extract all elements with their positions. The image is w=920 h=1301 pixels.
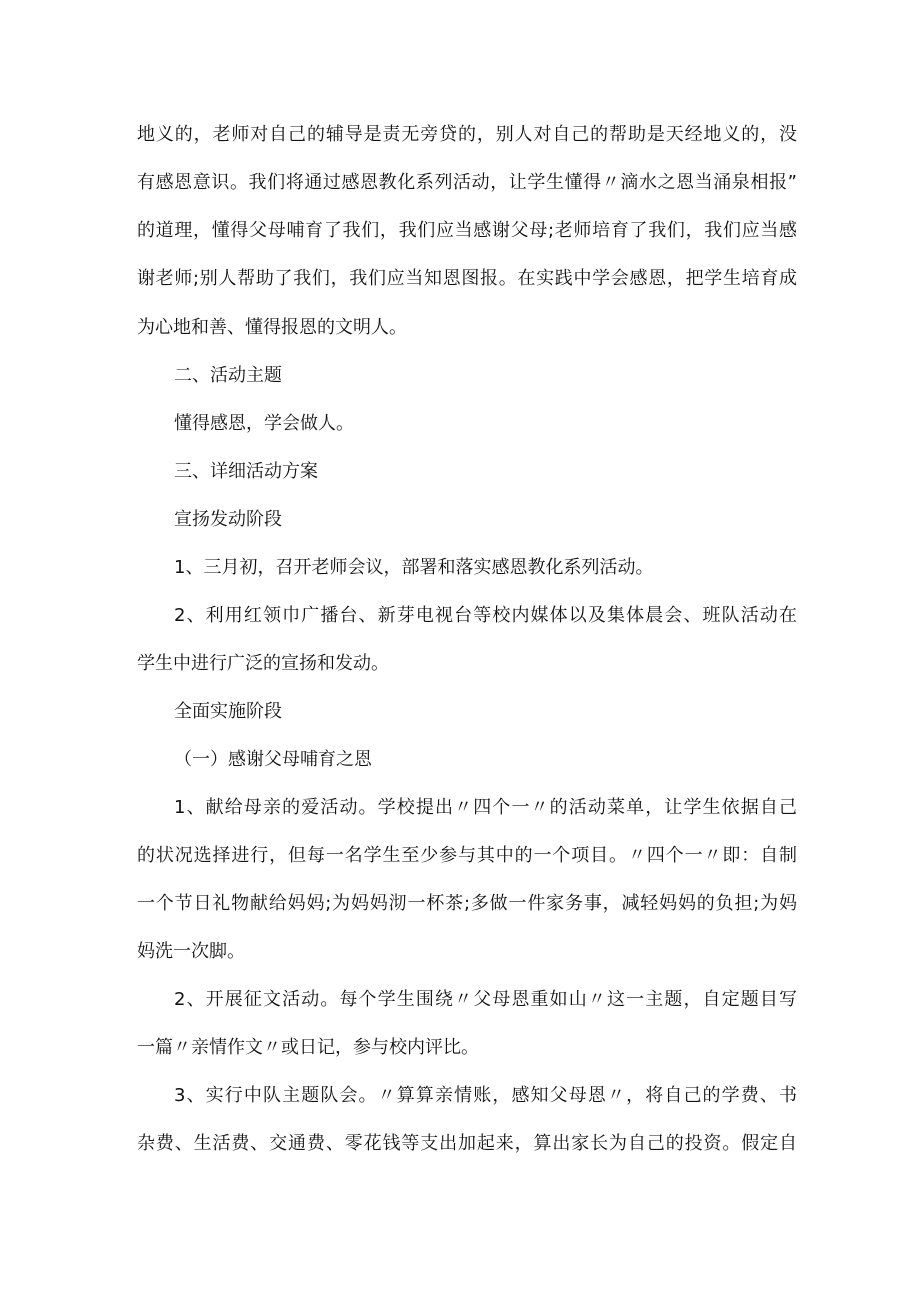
body-text-line: 有感恩意识。我们将通过感恩教化系列活动，让学生懂得〃滴水之恩当涌泉相报” <box>137 172 797 193</box>
body-text-line: 的状况选择进行，但每一名学生至少参与其中的一个项目。〃四个一〃即：自制 <box>137 845 797 866</box>
body-text-line: 地义的，老师对自己的辅导是责无旁贷的，别人对自己的帮助是天经地义的，没 <box>137 124 797 145</box>
section-heading: 二、活动主题 <box>174 365 282 386</box>
subsection-heading: （一）感谢父母哺育之恩 <box>174 749 372 770</box>
body-text-line: 为心地和善、懂得报恩的文明人。 <box>137 317 407 338</box>
body-text-line: 学生中进行广泛的宣扬和发动。 <box>137 653 389 674</box>
body-text-line: 一个节日礼物献给妈妈;为妈妈沏一杯茶;多做一件家务事，减轻妈妈的负担;为妈 <box>137 893 797 914</box>
subsection-heading: 全面实施阶段 <box>174 701 282 722</box>
body-text-line: 妈洗一次脚。 <box>137 941 245 962</box>
body-text-line: 谢老师;别人帮助了我们，我们应当知恩图报。在实践中学会感恩，把学生培育成 <box>137 268 797 289</box>
body-text-line: 懂得感恩，学会做人。 <box>174 413 354 434</box>
body-text-line: 的道理，懂得父母哺育了我们，我们应当感谢父母;老师培育了我们，我们应当感 <box>137 220 797 241</box>
body-text-line: 1、三月初，召开老师会议，部署和落实感恩教化系列活动。 <box>174 557 654 578</box>
body-text-line: 一篇〃亲情作文〃或日记，参与校内评比。 <box>137 1037 479 1058</box>
body-text-line: 1、献给母亲的爱活动。学校提出〃四个一〃的活动菜单，让学生依据自己 <box>174 797 797 818</box>
body-text-line: 3、实行中队主题队会。〃算算亲情账，感知父母恩〃，将自己的学费、书 <box>174 1085 797 1106</box>
body-text-line: 杂费、生活费、交通费、零花钱等支出加起来，算出家长为自己的投资。假定自 <box>137 1133 797 1154</box>
section-heading: 三、详细活动方案 <box>174 461 318 482</box>
subsection-heading: 宣扬发动阶段 <box>174 509 282 530</box>
body-text-line: 2、利用红领巾广播台、新芽电视台等校内媒体以及集体晨会、班队活动在 <box>174 605 797 626</box>
body-text-line: 2、开展征文活动。每个学生围绕〃父母恩重如山〃这一主题，自定题目写 <box>174 989 797 1010</box>
